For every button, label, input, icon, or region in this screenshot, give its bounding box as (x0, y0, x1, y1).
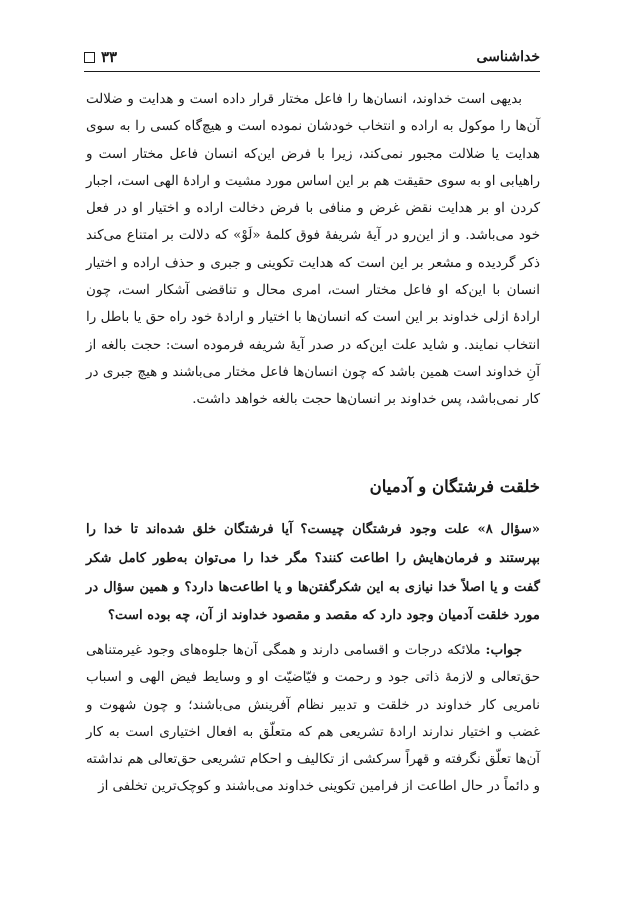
answer-label: جواب: (485, 642, 522, 658)
intro-section (86, 86, 540, 414)
page-number: ۳۳ (101, 48, 118, 66)
page-number-group (84, 48, 117, 66)
running-header (84, 44, 540, 70)
question-block (86, 516, 540, 631)
running-title: خداشناسی (476, 49, 540, 65)
section-heading: خلقت فرشتگان و آدمیان (369, 477, 540, 496)
square-outline-icon (84, 52, 95, 63)
intro-paragraph: بدیهی است خداوند، انسان‌ها را فاعل مختار قرار داده است و هدایت و ضلالت آن‌ها را موکول به اراده و انتخاب خودشان نموده است و هیچ‌گاه کسی را به سوی هدایت یا ضلالت مجبور نمی‌کند، زیرا با فرض این‌که انسان فاعل مختار است و راهیابی او به سوی حقیقت هم بر این اساس مورد مشیت و ارادۀ الهی است، اجبار کردن او بر هدایت نقض غرض و منافی با فرض دخالت اراده و اختیار او در فعل خود می‌باشد. و از این‌رو در آیۀ شریفۀ فوق کلمۀ «لَوْ» که دلالت بر امتناع می‌کند ذکر گردیده و مشعر بر این است که هدایت تکوینی و جبری و حذف اراده و اختیار انسان با این‌که او فاعل مختار است، امری محال و تناقضی آشکار است، چون ارادۀ ازلی خداوند بر این است که انسان‌ها با اختیار و ارادۀ خود راه حق یا باطل را انتخاب نمایند. و شاید علت این‌که در صدر آیۀ شریفه فرموده است: حجت بالغه از آنِ خداوند است همین باشد که چون انسان‌ها فاعل مختار می‌باشند و هیچ جبری در کار نمی‌باشد، پس خداوند بر انسان‌ها حجت بالغه خواهد داشت. (86, 92, 540, 408)
answer-paragraph (86, 637, 540, 801)
question-text: «سؤال ۸» علت وجود فرشتگان چیست؟ آیا فرشتگان خلق شده‌اند تا خدا را بپرستند و فرمان‌هایش را اطاعت کنند؟ مگر خدا را می‌توان به‌طور کامل شکر گفت و یا اصلاً خدا نیازی به این شکرگفتن‌ها و یا اطاعت‌ها دارد؟ و همین سؤال در مورد خلقت آدمیان وجود دارد که مقصد و مقصود خداوند از آن، چه بوده است؟ (86, 522, 540, 624)
answer-text: ملائکه درجات و اقسامی دارند و همگی آن‌ها جلوه‌های وجود غیرمتناهی حق‌تعالی و لازمۀ ذاتی جود و رحمت و فیّاضیّت او و وسایط فیض الهی و اسباب نامریی کار خداوند در خلقت و تدبیر نظام آفرینش می‌باشند؛ و چون شهوت و غضب و اختیار ندارند ارادۀ تشریعی هم که متعلّق به افعال اختیاری است به کار آن‌ها تعلّق نگرفته و قهراً سرکشی از تکالیف و احکام تشریعی حق‌تعالی هم نداشته و دائماً در حال اطاعت از فرامین تکوینی خداوند می‌باشند و کوچک‌ترین تخلفی از (86, 643, 540, 795)
answer-block (86, 637, 540, 801)
header-rule (84, 71, 540, 72)
